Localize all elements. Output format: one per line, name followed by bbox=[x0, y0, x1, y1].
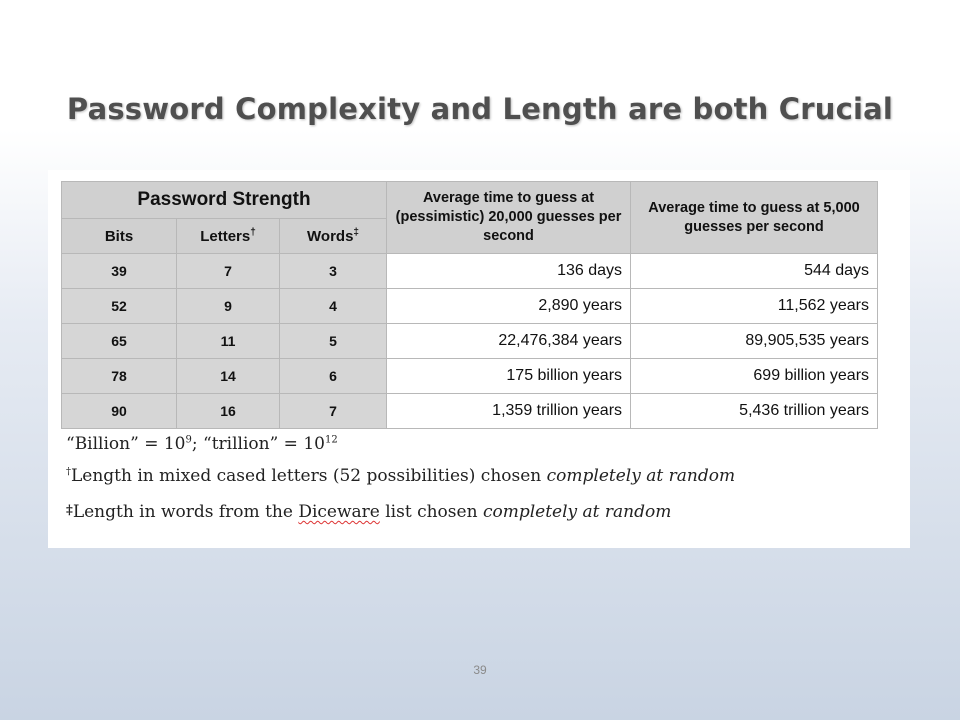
time-20000-cell: 136 days bbox=[387, 254, 631, 289]
letters-cell: 7 bbox=[177, 254, 280, 289]
table-row bbox=[62, 324, 878, 359]
bits-header: Bits bbox=[62, 219, 177, 254]
bits-cell: 90 bbox=[62, 394, 177, 429]
bits-cell: 52 bbox=[62, 289, 177, 324]
footnote-words: ‡Length in words from the Diceware list chosen completely at random bbox=[66, 502, 672, 522]
time-20000-cell: 175 billion years bbox=[387, 359, 631, 394]
words-cell: 3 bbox=[280, 254, 387, 289]
letters-cell: 16 bbox=[177, 394, 280, 429]
time-20000-header: Average time to guess at (pessimistic) 20,000 guesses per second bbox=[387, 182, 631, 254]
diceware-word: Diceware bbox=[298, 502, 380, 522]
bits-cell: 39 bbox=[62, 254, 177, 289]
table-row bbox=[62, 289, 878, 324]
letters-cell: 9 bbox=[177, 289, 280, 324]
time-5000-header: Average time to guess at 5,000 guesses per second bbox=[631, 182, 878, 254]
table-row bbox=[62, 394, 878, 429]
page-number: 39 bbox=[473, 663, 487, 677]
letters-cell: 14 bbox=[177, 359, 280, 394]
letters-cell: 11 bbox=[177, 324, 280, 359]
time-20000-cell: 1,359 trillion years bbox=[387, 394, 631, 429]
time-5000-cell: 89,905,535 years bbox=[631, 324, 878, 359]
bits-cell: 78 bbox=[62, 359, 177, 394]
time-5000-cell: 11,562 years bbox=[631, 289, 878, 324]
time-5000-cell: 544 days bbox=[631, 254, 878, 289]
password-table-image bbox=[48, 170, 910, 548]
time-5000-cell: 5,436 trillion years bbox=[631, 394, 878, 429]
time-20000-cell: 2,890 years bbox=[387, 289, 631, 324]
table-row bbox=[62, 359, 878, 394]
table-row bbox=[62, 254, 878, 289]
words-cell: 4 bbox=[280, 289, 387, 324]
words-cell: 7 bbox=[280, 394, 387, 429]
words-header: Words‡ bbox=[280, 219, 387, 254]
words-cell: 6 bbox=[280, 359, 387, 394]
words-cell: 5 bbox=[280, 324, 387, 359]
footnote-billion-trillion: “Billion” = $10^9$; “trillion” = $10^{12}$ bbox=[66, 434, 338, 454]
password-strength-header: Password Strength bbox=[62, 182, 387, 219]
time-20000-cell: 22,476,384 years bbox=[387, 324, 631, 359]
slide-title: Password Complexity and Length are both Crucial bbox=[66, 92, 894, 126]
time-5000-cell: 699 billion years bbox=[631, 359, 878, 394]
password-strength-table bbox=[61, 181, 878, 429]
footnote-letters: †Length in mixed cased letters (52 possibilities) chosen completely at random bbox=[66, 466, 736, 486]
bits-cell: 65 bbox=[62, 324, 177, 359]
letters-header: Letters† bbox=[177, 219, 280, 254]
